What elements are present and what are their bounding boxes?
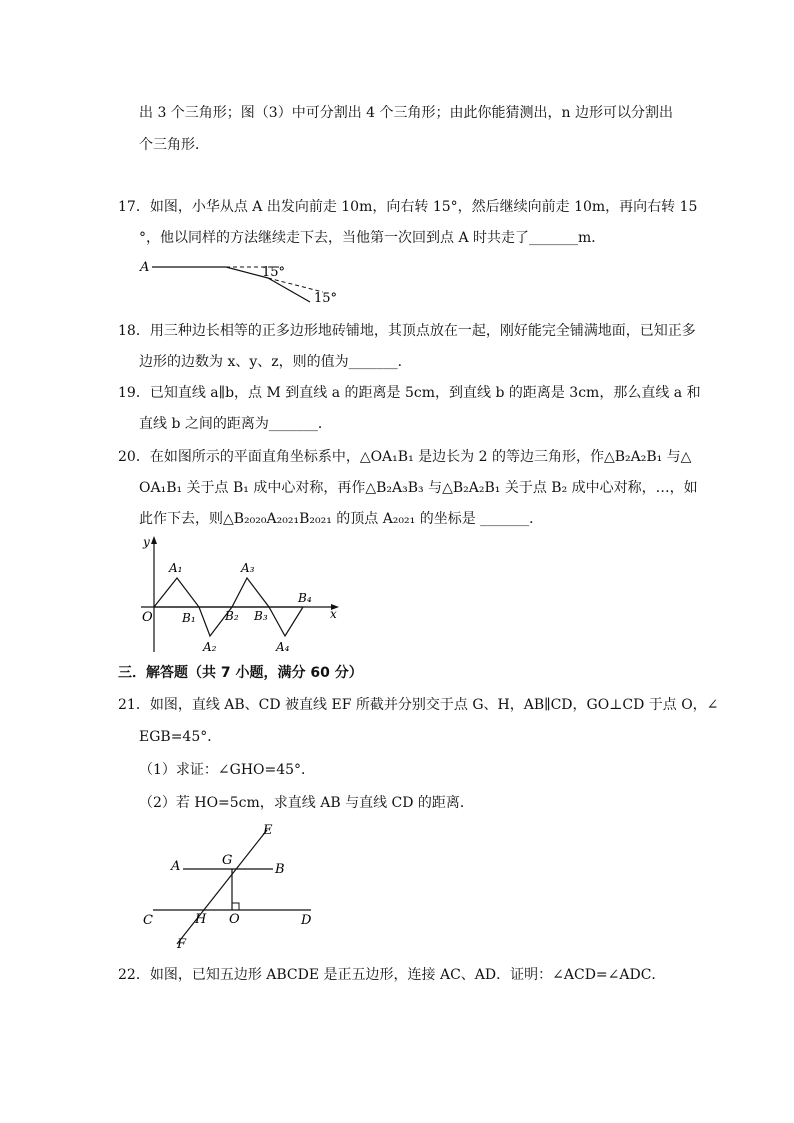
q20-a2-label: A₂ [203, 640, 217, 654]
q16-continuation-line1: 出 3 个三角形；图（3）中可分割出 4 个三角形；由此你能猜测出，n 边形可以分割出 [139, 105, 673, 121]
q20-x-label: x [330, 607, 337, 621]
q20-a3-label: A₃ [241, 561, 255, 575]
q20-coordinate-figure [135, 534, 345, 658]
section-3-heading: 三．解答题（共 7 小题，满分 60 分） [118, 665, 363, 681]
q21-line-ef [177, 830, 267, 944]
q21-label-o: O [229, 912, 240, 927]
q20-y-axis-arrow [151, 536, 157, 544]
q21-part2: （2）若 HO=5cm，求直线 AB 与直线 CD 的距离． [139, 795, 474, 811]
q17-angle-label-2: 15° [314, 291, 338, 306]
q20-b1-label: B₁ [182, 611, 196, 625]
q21-part1: （1）求证：∠GHO=45°． [139, 762, 316, 778]
q20-origin-label: O [142, 610, 153, 625]
q21-figure [135, 820, 325, 955]
q21-label-d: D [301, 913, 312, 928]
q21-right-angle-mark [232, 903, 239, 910]
q20-b4-label: B₄ [298, 591, 312, 605]
q17-line1: 17．如图，小华从点 A 出发向前走 10m，向右转 15°，然后继续向前走 10m，再向右转 15 [118, 199, 698, 215]
q17-figure [138, 256, 343, 306]
q18-line1: 18．用三种边长相等的正多边形地砖铺地，其顶点放在一起，刚好能完全铺满地面，已知正多 [118, 323, 696, 339]
q19-line2: 直线 b 之间的距离为_______． [139, 416, 332, 432]
q20-line3: 此作下去，则△B₂₀₂₀A₂₀₂₁B₂₀₂₁ 的顶点 A₂₀₂₁ 的坐标是 _______． [139, 511, 544, 527]
q21-label-f: F [177, 937, 187, 952]
q21-label-b: B [275, 862, 285, 877]
q20-a1-label: A₁ [169, 561, 183, 575]
q21-label-a: A [171, 859, 181, 874]
q20-line2: OA₁B₁ 关于点 B₁ 成中心对称，再作△B₂A₃B₃ 与△B₂A₂B₁ 关于点 B₂ 成中心对称，…，如 [139, 480, 698, 496]
q21-line2: EGB=45°． [139, 729, 222, 745]
q20-b3-label: B₃ [254, 609, 268, 623]
q21-label-g: G [222, 853, 233, 868]
q20-b2-label: B₂ [225, 609, 239, 623]
q16-continuation-line2: 个三角形． [139, 137, 209, 153]
q18-line2: 边形的边数为 x、y、z，则的值为_______． [139, 354, 412, 370]
q17-line2: °，他以同样的方法继续走下去，当他第一次回到点 A 时共走了_______m． [139, 230, 606, 246]
q22-line1: 22．如图，已知五边形 ABCDE 是正五边形，连接 AC、AD．证明：∠ACD=∠ADC． [118, 967, 666, 983]
q19-line1: 19．已知直线 a∥b，点 M 到直线 a 的距离是 5cm，到直线 b 的距离是 3cm，那么直线 a 和 [118, 385, 701, 401]
q17-dashed-extension-2 [268, 278, 323, 292]
q20-y-label: y [143, 535, 150, 549]
q20-line1: 20．在如图所示的平面直角坐标系中，△OA₁B₁ 是边长为 2 的等边三角形，作△B₂A₂B₁ 与△ [118, 449, 692, 465]
q21-label-e: E [263, 823, 273, 838]
q21-label-c: C [143, 913, 153, 928]
q17-label-a: A [140, 260, 150, 275]
q17-angle-label-1: 15° [262, 265, 286, 280]
q21-label-h: H [195, 912, 207, 927]
q21-line1: 21．如图，直线 AB、CD 被直线 EF 所截并分别交于点 G、H，AB∥CD，GO⊥CD 于点 O，∠ [118, 697, 719, 713]
q20-a4-label: A₄ [276, 640, 290, 654]
q17-segment-3 [268, 278, 310, 302]
